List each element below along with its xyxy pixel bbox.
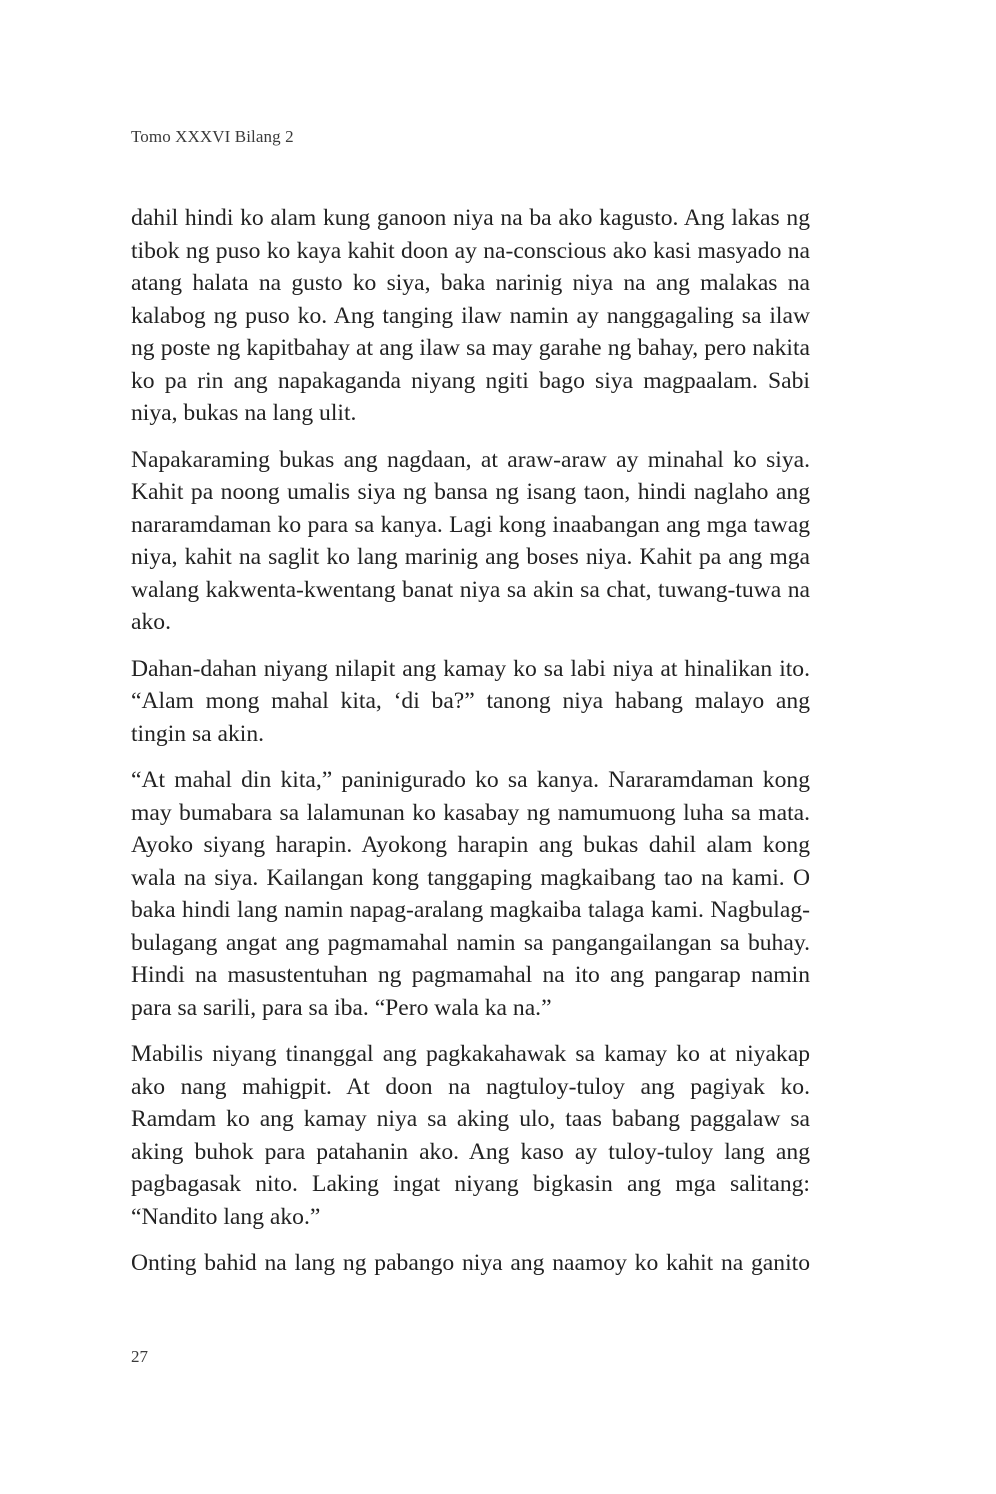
paragraph-4: “At mahal din kita,” paninigurado ko sa kanya. Nararamdaman kong may bumabara sa lalamunan ko kasabay ng namumuong luha sa mata. Ayoko siyang harapin. Ayokong harapin ang bukas dahil alam kong wala na siya. Kailangan kong tanggaping magkaibang tao na kami. O baka hindi lang namin napag-aralang magkaiba talaga kami. Nagbulag-bulagang angat ang pagmamahal namin sa pangangailangan sa buhay. Hindi na masustentuhan ng pagmamahal na ito ang pangarap namin para sa sarili, para sa iba. “Pero wala ka na.” (131, 767, 810, 1021)
page-number: 27 (131, 1347, 148, 1366)
paragraph-6: Onting bahid na lang ng pabango niya ang naamoy ko kahit na ganito (131, 1250, 810, 1276)
paragraph-3: Dahan-dahan niyang nilapit ang kamay ko sa labi niya at hinalikan ito. “Alam mong mahal kita, ‘di ba?” tanong niya habang malayo ang tingin sa akin. (131, 655, 810, 747)
paragraph-1: dahil hindi ko alam kung ganoon niya na ba ako kagusto. Ang lakas ng tibok ng puso ko kaya kahit doon ay na-conscious ako kasi masyado na atang halata na gusto ko siya, baka narinig niya na ang malakas na kalabog ng puso ko. Ang tanging ilaw namin ay nanggagaling sa ilaw ng poste ng kapitbahay at ang ilaw sa may garahe ng bahay, pero nakita ko pa rin ang napakaganda niyang ngiti bago siya magpaalam. Sabi niya, bukas na lang ulit. (131, 205, 810, 426)
body-text (131, 202, 810, 1280)
paragraph-5: Mabilis niyang tinanggal ang pagkakahawak sa kamay ko at niyakap ako nang mahigpit. At doon na nagtuloy-tuloy ang pagiyak ko. Ramdam ko ang kamay niya sa aking ulo, taas babang paggalaw sa aking buhok para patahanin ako. Ang kaso ay tuloy-tuloy lang ang pagbagasak nito. Laking ingat niyang bigkasin ang mga salitang: “Nandito lang ako.” (131, 1041, 810, 1230)
running-header: Tomo XXXVI Bilang 2 (131, 127, 294, 146)
paragraph-2: Napakaraming bukas ang nagdaan, at araw-araw ay minahal ko siya. Kahit pa noong umalis siya ng bansa ng isang taon, hindi naglaho ang nararamdaman ko para sa kanya. Lagi kong inaabangan ang mga tawag niya, kahit na saglit ko lang marinig ang boses niya. Kahit pa ang mga walang kakwenta-kwentang banat niya sa akin sa chat, tuwang-tuwa na ako. (131, 446, 810, 635)
